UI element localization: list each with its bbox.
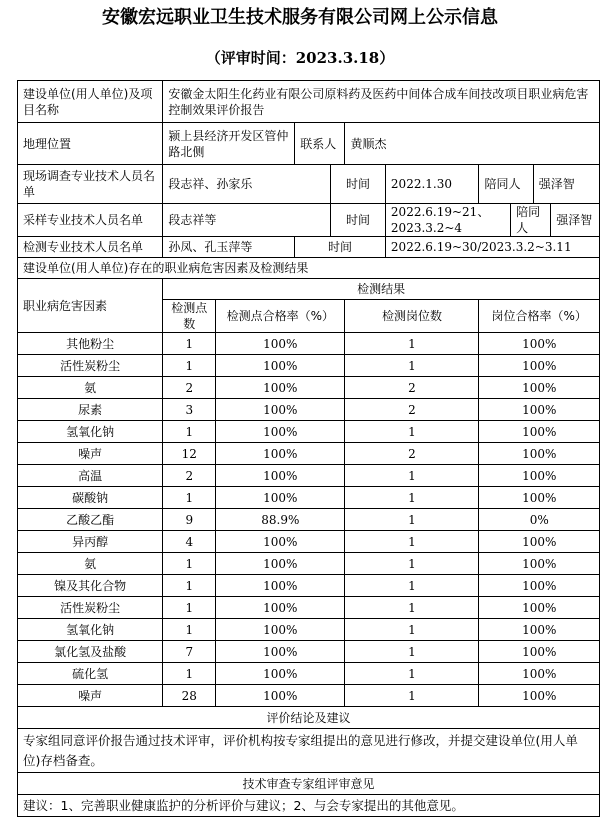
points-cell: 28 [163,685,216,707]
point-rate-cell: 100% [216,465,345,487]
factor-cell: 噪声 [18,685,163,707]
posts-cell: 1 [345,421,479,443]
sampling-label: 采样专业技术人员名单 [18,204,163,237]
factor-cell: 尿素 [18,399,163,421]
table-row [18,619,600,641]
sampling-companion-label: 陪同人 [511,204,551,237]
points-cell: 1 [163,421,216,443]
points-cell: 4 [163,531,216,553]
post-rate-cell: 100% [479,531,600,553]
point-rate-cell: 100% [216,619,345,641]
factor-header: 职业病危害因素 [18,279,163,333]
post-rate-cell: 100% [479,377,600,399]
testing-time-value: 2022.6.19~30/2023.3.2~3.11 [385,237,599,258]
posts-cell: 1 [345,575,479,597]
post-rate-cell: 0% [479,509,600,531]
factor-cell: 高温 [18,465,163,487]
post-rate-cell: 100% [479,553,600,575]
post-rate-cell: 100% [479,333,600,355]
points-cell: 2 [163,465,216,487]
hazard-header-row [18,279,600,300]
posts-cell: 1 [345,531,479,553]
sampling-time-value: 2022.6.19~21、2023.3.2~4 [385,204,510,237]
points-cell: 9 [163,509,216,531]
col-point-rate-header: 检测点合格率（%） [216,300,345,333]
table-row [18,509,600,531]
review-row [18,795,600,817]
points-cell: 12 [163,443,216,465]
testing-value: 孙凤、孔玉萍等 [163,237,295,258]
survey-value: 段志祥、孙家乐 [163,165,331,204]
sampling-companion-value: 强泽智 [551,204,600,237]
table-row [18,443,600,465]
hazard-section-title: 建设单位(用人单位)存在的职业病危害因素及检测结果 [18,258,600,279]
point-rate-cell: 100% [216,355,345,377]
factor-cell: 氢氧化钠 [18,421,163,443]
survey-companion-label: 陪同人 [479,165,533,204]
info-table [17,80,600,817]
post-rate-cell: 100% [479,465,600,487]
sampling-time-label: 时间 [331,204,386,237]
hazard-rows [18,333,600,707]
point-rate-cell: 100% [216,443,345,465]
results-header: 检测结果 [163,279,600,300]
table-row [18,575,600,597]
points-cell: 1 [163,333,216,355]
posts-cell: 1 [345,663,479,685]
point-rate-cell: 100% [216,399,345,421]
factor-cell: 活性炭粉尘 [18,355,163,377]
page-title: 安徽宏远职业卫生技术服务有限公司网上公示信息 [102,7,498,28]
conclusion-header-row [18,707,600,729]
point-rate-cell: 100% [216,597,345,619]
point-rate-cell: 100% [216,531,345,553]
factor-cell: 乙酸乙酯 [18,509,163,531]
conclusion-text: 专家组同意评价报告通过技术评审，评价机构按专家组提出的意见进行修改，并提交建设单位(用人单位)存档备查。 [18,729,600,773]
posts-cell: 1 [345,333,479,355]
col-posts-header: 检测岗位数 [345,300,479,333]
posts-cell: 1 [345,641,479,663]
factor-cell: 碳酸钠 [18,487,163,509]
post-rate-cell: 100% [479,619,600,641]
table-row [18,641,600,663]
location-row [18,123,600,165]
col-points-header: 检测点数 [163,300,216,333]
points-cell: 3 [163,399,216,421]
factor-cell: 硫化氢 [18,663,163,685]
point-rate-cell: 88.9% [216,509,345,531]
review-date: （评审时间：2023.3.18） [205,49,395,67]
location-value: 颍上县经济开发区管仲路北侧 [163,123,295,165]
points-cell: 7 [163,641,216,663]
post-rate-cell: 100% [479,399,600,421]
survey-time-label: 时间 [331,165,386,204]
posts-cell: 2 [345,377,479,399]
points-cell: 1 [163,597,216,619]
table-row [18,377,600,399]
points-cell: 1 [163,663,216,685]
posts-cell: 1 [345,685,479,707]
post-rate-cell: 100% [479,641,600,663]
points-cell: 1 [163,355,216,377]
unit-row [18,81,600,123]
point-rate-cell: 100% [216,377,345,399]
testing-label: 检测专业技术人员名单 [18,237,163,258]
points-cell: 1 [163,553,216,575]
point-rate-cell: 100% [216,641,345,663]
survey-row [18,165,600,204]
factor-cell: 活性炭粉尘 [18,597,163,619]
point-rate-cell: 100% [216,487,345,509]
table-row [18,487,600,509]
review-text: 建议：1、完善职业健康监护的分析评价与建议；2、与会专家提出的其他意见。 [18,795,600,817]
factor-cell: 镍及其化合物 [18,575,163,597]
point-rate-cell: 100% [216,575,345,597]
points-cell: 1 [163,487,216,509]
factor-cell: 异丙醇 [18,531,163,553]
points-cell: 2 [163,377,216,399]
post-rate-cell: 100% [479,597,600,619]
col-post-rate-header: 岗位合格率（%） [479,300,600,333]
post-rate-cell: 100% [479,355,600,377]
table-row [18,685,600,707]
factor-cell: 氯化氢及盐酸 [18,641,163,663]
points-cell: 1 [163,619,216,641]
table-row [18,355,600,377]
table-row [18,333,600,355]
posts-cell: 1 [345,553,479,575]
table-row [18,399,600,421]
posts-cell: 1 [345,487,479,509]
table-row [18,421,600,443]
point-rate-cell: 100% [216,333,345,355]
factor-cell: 氨 [18,553,163,575]
post-rate-cell: 100% [479,663,600,685]
conclusion-row [18,729,600,773]
post-rate-cell: 100% [479,575,600,597]
factor-cell: 噪声 [18,443,163,465]
posts-cell: 1 [345,465,479,487]
review-header: 技术审查专家组评审意见 [18,773,600,795]
posts-cell: 1 [345,355,479,377]
post-rate-cell: 100% [479,685,600,707]
posts-cell: 1 [345,619,479,641]
posts-cell: 1 [345,597,479,619]
point-rate-cell: 100% [216,553,345,575]
review-header-row [18,773,600,795]
points-cell: 1 [163,575,216,597]
point-rate-cell: 100% [216,421,345,443]
factor-cell: 氢氧化钠 [18,619,163,641]
location-label: 地理位置 [18,123,163,165]
conclusion-header: 评价结论及建议 [18,707,600,729]
survey-companion-value: 强泽智 [533,165,599,204]
unit-value: 安徽金太阳生化药业有限公司原料药及医药中间体合成车间技改项目职业病危害控制效果评价报告 [163,81,600,123]
sampling-row [18,204,600,237]
survey-time-value: 2022.1.30 [385,165,479,204]
survey-label: 现场调查专业技术人员名单 [18,165,163,204]
factor-cell: 氨 [18,377,163,399]
posts-cell: 2 [345,443,479,465]
table-row [18,663,600,685]
sampling-value: 段志祥等 [163,204,331,237]
point-rate-cell: 100% [216,663,345,685]
contact-value: 黄顺杰 [345,123,600,165]
table-row [18,597,600,619]
post-rate-cell: 100% [479,487,600,509]
posts-cell: 1 [345,509,479,531]
point-rate-cell: 100% [216,685,345,707]
hazard-section-row [18,258,600,279]
post-rate-cell: 100% [479,443,600,465]
testing-row [18,237,600,258]
unit-label: 建设单位(用人单位)及项目名称 [18,81,163,123]
post-rate-cell: 100% [479,421,600,443]
table-row [18,465,600,487]
contact-label: 联系人 [295,123,345,165]
table-row [18,531,600,553]
table-row [18,553,600,575]
factor-cell: 其他粉尘 [18,333,163,355]
testing-time-label: 时间 [295,237,386,258]
posts-cell: 2 [345,399,479,421]
